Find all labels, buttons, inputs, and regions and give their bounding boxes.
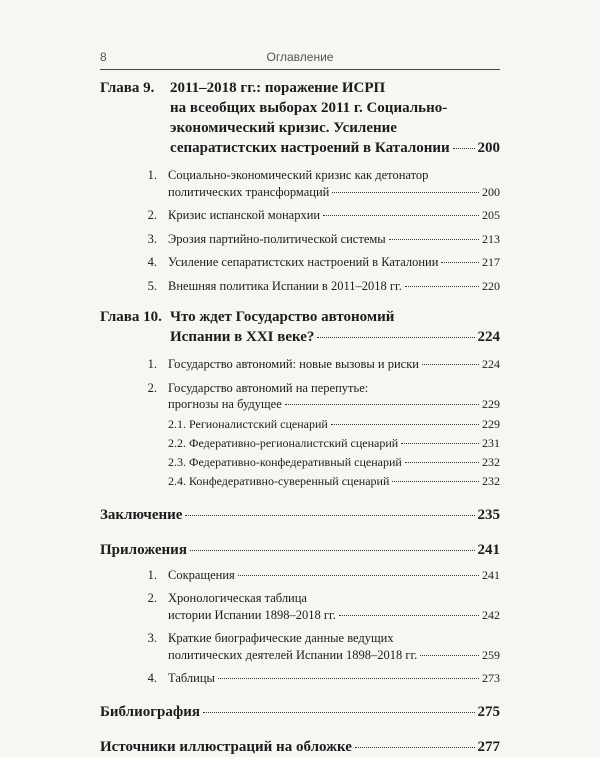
dot-leader	[389, 239, 479, 240]
dot-leader	[285, 404, 479, 405]
toc-subitem[interactable]	[100, 454, 500, 471]
item-number: 4.	[147, 255, 157, 269]
item-number: 2.	[147, 380, 157, 395]
page-ref: 200	[477, 140, 500, 156]
item-title-line: Краткие биографические данные ведущих	[168, 631, 394, 645]
section-title: Источники иллюстраций на обложке	[100, 738, 352, 755]
page-ref: 241	[477, 541, 500, 558]
toc-chapter-9[interactable]	[100, 78, 500, 158]
chapter-title-line: экономический кризис. Усиление	[170, 120, 397, 136]
item-title-line: политических деятелей Испании 1898–2018 гг.	[168, 647, 418, 662]
dot-leader	[392, 481, 479, 482]
item-title-line: Государство автономий на перепутье:	[168, 380, 369, 395]
dot-leader	[339, 615, 479, 616]
toc-appendices[interactable]	[100, 540, 500, 560]
page-ref: 220	[482, 278, 500, 293]
item-number: 1.	[147, 168, 157, 182]
dot-leader	[422, 364, 479, 365]
toc-cover-sources[interactable]	[100, 737, 500, 757]
toc-subitem[interactable]	[100, 473, 500, 490]
item-number: 5.	[147, 278, 157, 293]
item-number: 1.	[147, 357, 157, 371]
dot-leader	[441, 262, 479, 263]
subitem-title: 2.1. Регионалистский сценарий	[168, 416, 328, 431]
dot-leader	[332, 192, 479, 193]
item-number: 2.	[147, 208, 157, 222]
page-ref: 205	[482, 208, 500, 222]
page-number: 8	[100, 50, 107, 64]
page-ref: 232	[482, 473, 500, 488]
item-title: Таблицы	[168, 671, 215, 685]
page-ref: 200	[482, 184, 500, 199]
item-title-line: политических трансформаций	[168, 184, 330, 199]
toc-item[interactable]	[100, 167, 500, 200]
item-title-line: Хронологическая таблица	[168, 591, 307, 605]
dot-leader	[405, 286, 479, 287]
dot-leader	[190, 550, 475, 551]
item-title-line: истории Испании 1898–2018 гг.	[168, 607, 336, 622]
toc-item[interactable]	[100, 254, 500, 271]
toc-item[interactable]	[100, 567, 500, 584]
toc-conclusion[interactable]	[100, 505, 500, 525]
toc-item[interactable]	[100, 590, 500, 623]
page-ref: 232	[482, 454, 500, 469]
dot-leader	[420, 655, 479, 656]
item-number: 1.	[147, 567, 157, 582]
page-ref: 241	[482, 567, 500, 582]
header-rule	[100, 69, 500, 70]
toc-subitem[interactable]	[100, 435, 500, 452]
toc-chapter-10[interactable]	[100, 307, 500, 347]
subitem-title: 2.2. Федеративно-регионалистский сценарий	[168, 435, 399, 450]
section-title: Приложения	[100, 541, 187, 558]
dot-leader	[317, 337, 474, 338]
toc-subitem[interactable]	[100, 416, 500, 433]
dot-leader	[331, 424, 479, 425]
page-ref: 217	[482, 255, 500, 269]
item-title: Сокращения	[168, 567, 235, 582]
toc-bibliography[interactable]	[100, 702, 500, 722]
chapter-label: Глава 9.	[100, 80, 155, 96]
page-ref: 224	[482, 357, 500, 371]
chapter-title-line: Испании в XXI веке?	[170, 329, 315, 345]
item-title-line: прогнозы на будущее	[168, 397, 282, 411]
dot-leader	[355, 747, 475, 748]
toc-item[interactable]	[100, 630, 500, 663]
page-ref: 277	[477, 738, 500, 755]
dot-leader	[185, 515, 474, 516]
item-number: 2.	[147, 591, 157, 605]
dot-leader	[203, 712, 474, 713]
chapter-title-line: Что ждет Государство автономий	[170, 309, 395, 325]
chapter-title-line: на всеобщих выборах 2011 г. Социально-	[170, 100, 448, 116]
page-ref: 242	[482, 607, 500, 622]
page-ref: 224	[477, 329, 500, 345]
item-title: Эрозия партийно-политической системы	[168, 231, 386, 246]
subitem-title: 2.4. Конфедеративно-суверенный сценарий	[168, 473, 390, 488]
item-title: Государство автономий: новые вызовы и риски	[168, 357, 419, 371]
section-title: Заключение	[100, 506, 183, 523]
chapter-title-line: сепаратистских настроений в Каталонии	[170, 140, 450, 156]
toc-item[interactable]	[100, 380, 500, 413]
page-ref: 259	[482, 647, 500, 662]
dot-leader	[453, 148, 475, 149]
dot-leader	[323, 215, 479, 216]
header-title: Оглавление	[266, 50, 334, 64]
dot-leader	[238, 575, 479, 576]
page-ref: 273	[482, 671, 500, 685]
page-ref: 229	[482, 416, 500, 431]
item-title: Кризис испанской монархии	[168, 208, 321, 222]
table-of-contents	[100, 78, 500, 757]
subitem-title: 2.3. Федеративно-конфедеративный сценарий	[168, 454, 402, 469]
toc-item[interactable]	[100, 278, 500, 295]
item-number: 3.	[147, 631, 157, 645]
toc-item[interactable]	[100, 207, 500, 224]
item-number: 3.	[147, 231, 157, 246]
running-header	[100, 50, 500, 66]
page-ref: 213	[482, 231, 500, 246]
page-ref: 275	[477, 703, 500, 720]
toc-item[interactable]	[100, 356, 500, 373]
item-number: 4.	[147, 671, 157, 685]
section-title: Библиография	[100, 703, 201, 720]
item-title-line: Социально-экономический кризис как детонатор	[168, 168, 429, 182]
dot-leader	[401, 443, 479, 444]
chapter-title-line: 2011–2018 гг.: поражение ИСРП	[170, 80, 386, 96]
page-ref: 231	[482, 435, 500, 450]
toc-item[interactable]	[100, 670, 500, 687]
page-ref: 235	[477, 506, 500, 523]
dot-leader	[218, 678, 479, 679]
item-title: Внешняя политика Испании в 2011–2018 гг.	[168, 278, 402, 293]
item-title: Усиление сепаратистских настроений в Каталонии	[168, 255, 439, 269]
chapter-label: Глава 10.	[100, 309, 162, 325]
page-ref: 229	[482, 397, 500, 411]
dot-leader	[405, 462, 479, 463]
toc-item[interactable]	[100, 231, 500, 248]
